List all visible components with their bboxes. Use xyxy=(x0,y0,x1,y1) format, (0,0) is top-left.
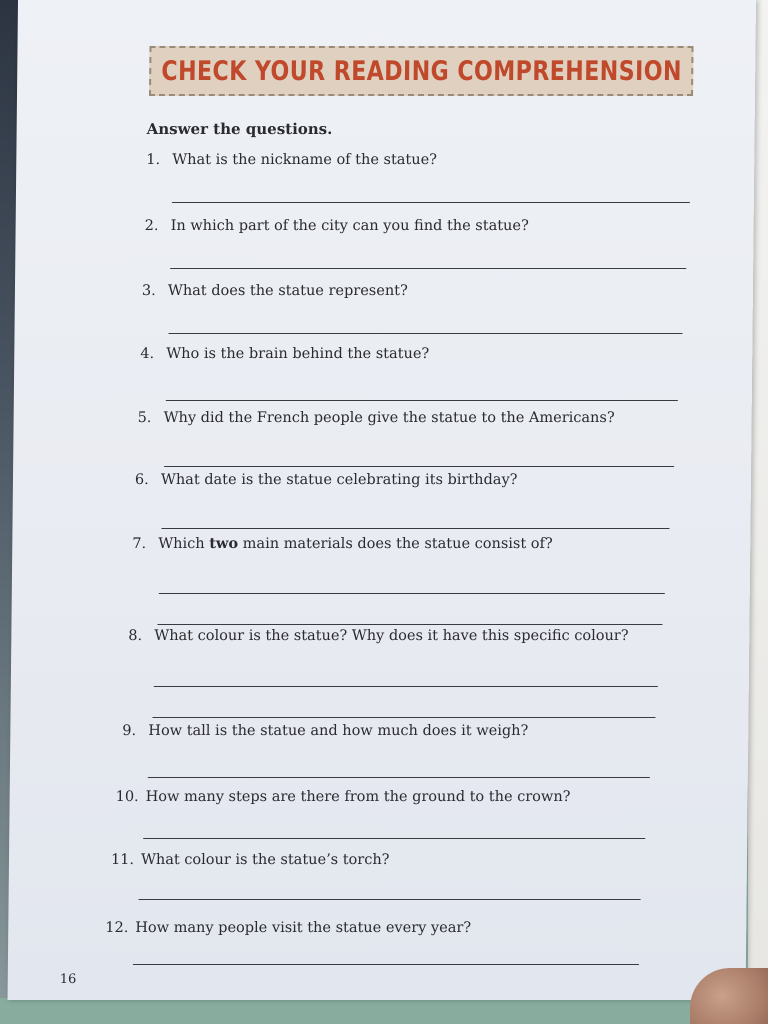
question-text: Who is the brain behind the statue? xyxy=(166,346,430,362)
question-number: 9. xyxy=(122,723,137,739)
answer-line[interactable] xyxy=(159,593,665,594)
answer-line[interactable] xyxy=(154,686,658,687)
question-10 xyxy=(116,789,571,805)
answer-line[interactable] xyxy=(164,466,674,467)
question-9 xyxy=(122,723,528,739)
answer-line[interactable] xyxy=(143,838,645,839)
question-text: What colour is the statue’s torch? xyxy=(140,852,390,868)
question-4 xyxy=(140,346,429,362)
question-2 xyxy=(145,218,529,234)
question-11 xyxy=(111,852,390,868)
question-number: 4. xyxy=(140,346,155,362)
question-number: 1. xyxy=(146,152,161,168)
worksheet-page xyxy=(8,0,756,1000)
answer-line[interactable] xyxy=(169,333,683,334)
question-3 xyxy=(142,283,408,299)
question-text: What is the nickname of the statue? xyxy=(172,152,438,168)
answer-line[interactable] xyxy=(139,899,641,900)
question-number: 6. xyxy=(134,472,149,488)
table-surface xyxy=(0,998,768,1024)
question-text: How tall is the statue and how much does it weigh? xyxy=(148,723,529,739)
answer-line[interactable] xyxy=(157,624,662,625)
question-number: 10. xyxy=(115,789,139,805)
title-banner xyxy=(149,46,694,96)
question-number: 7. xyxy=(132,536,147,552)
question-number: 5. xyxy=(137,410,152,426)
question-text: How many steps are there from the ground to the crown? xyxy=(145,789,571,805)
question-text-start: Which xyxy=(158,536,210,552)
question-number: 3. xyxy=(141,283,156,299)
question-5 xyxy=(138,410,615,426)
question-text: What colour is the statue? Why does it have this specific colour? xyxy=(154,628,629,644)
question-text: How many people visit the statue every year? xyxy=(135,920,472,936)
question-12 xyxy=(105,920,471,936)
question-number: 8. xyxy=(128,628,143,644)
question-number: 11. xyxy=(110,852,135,868)
question-text: What date is the statue celebrating its birthday? xyxy=(160,472,518,488)
question-text-end: main materials does the statue consist of? xyxy=(238,536,553,552)
answer-line[interactable] xyxy=(133,964,639,965)
answer-line[interactable] xyxy=(161,528,669,529)
question-8 xyxy=(128,628,628,644)
question-1 xyxy=(146,152,437,168)
question-text: Why did the French people give the statue to the Americans? xyxy=(163,410,615,426)
question-text: What does the statue represent? xyxy=(167,283,408,299)
question-number: 2. xyxy=(144,218,159,234)
page-number: 16 xyxy=(59,972,77,987)
question-number: 12. xyxy=(105,920,129,936)
question-6 xyxy=(135,472,518,488)
question-7 xyxy=(132,535,553,552)
worksheet-title: CHECK YOUR READING COMPREHENSION xyxy=(160,55,682,87)
question-text-emphasis: two xyxy=(209,535,239,552)
answer-line[interactable] xyxy=(166,400,678,401)
answer-line[interactable] xyxy=(148,777,650,778)
answer-line[interactable] xyxy=(170,268,686,269)
instructions: Answer the questions. xyxy=(146,120,333,138)
question-text: In which part of the city can you find the statue? xyxy=(170,218,529,234)
answer-line[interactable] xyxy=(172,202,690,203)
answer-line[interactable] xyxy=(152,717,655,718)
